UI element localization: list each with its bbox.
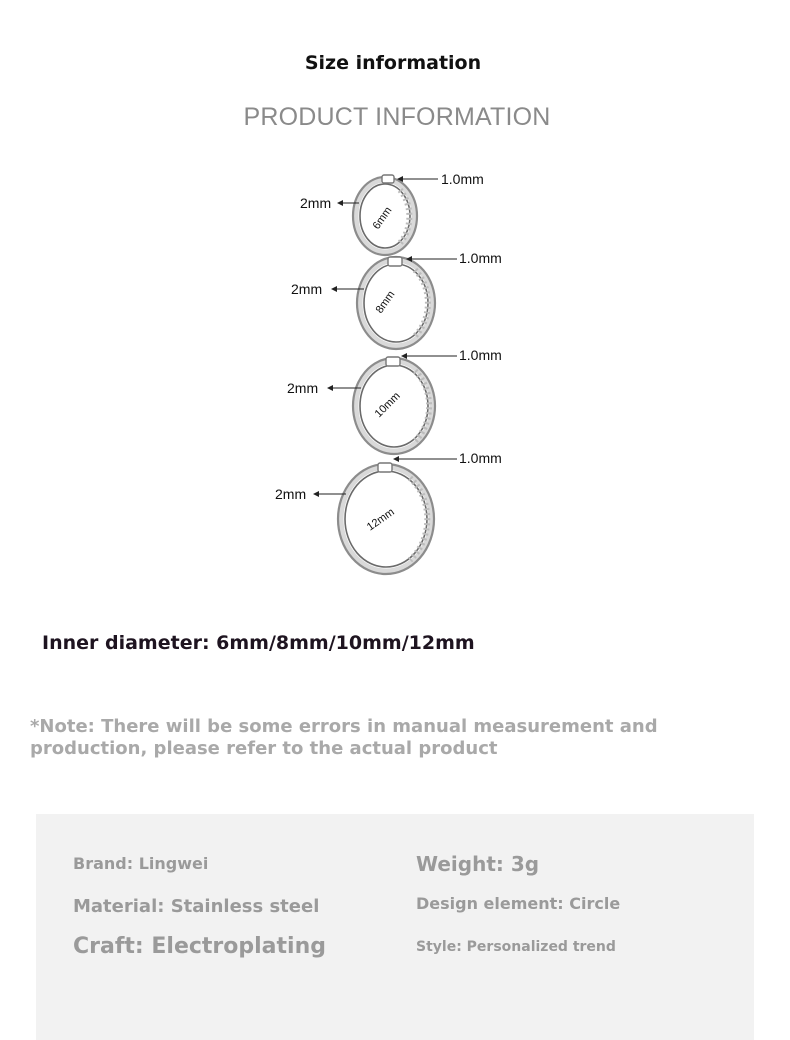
spec-material: Material: Stainless steel: [73, 896, 320, 917]
spec-style: Style: Personalized trend: [416, 939, 616, 955]
spec-craft: Craft: Electroplating: [73, 934, 326, 959]
inner-size-label: 6mm: [370, 204, 395, 232]
inner-diameter-text: Inner diameter: 6mm/8mm/10mm/12mm: [42, 632, 475, 654]
width-label: 2mm: [300, 195, 332, 211]
hoop-12mm: [275, 450, 502, 574]
spec-design: Design element: Circle: [416, 894, 621, 913]
note-line: *Note: There will be some errors in manual measurement and: [30, 716, 658, 737]
width-label: 2mm: [287, 380, 319, 396]
section-heading: PRODUCT INFORMATION: [243, 103, 551, 131]
hoop-6mm: [300, 171, 484, 255]
hoop-size-diagram: [260, 160, 530, 590]
inner-size-label: 12mm: [364, 506, 397, 534]
spec-panel: [36, 814, 754, 1040]
measurement-note: [30, 716, 670, 760]
hoop-10mm: [287, 347, 502, 454]
page-title: Size information: [304, 52, 482, 74]
spec-brand: Brand: Lingwei: [73, 854, 209, 873]
thickness-label: 1.0mm: [459, 250, 502, 266]
hoop-8mm: [291, 250, 502, 349]
thickness-label: 1.0mm: [459, 347, 502, 363]
inner-size-label: 10mm: [372, 390, 403, 421]
thickness-label: 1.0mm: [441, 171, 484, 187]
inner-size-label: 8mm: [373, 288, 398, 316]
spec-weight: Weight: 3g: [416, 852, 540, 876]
width-label: 2mm: [291, 281, 323, 297]
note-line: production, please refer to the actual product: [30, 738, 498, 759]
thickness-label: 1.0mm: [459, 450, 502, 466]
width-label: 2mm: [275, 486, 307, 502]
